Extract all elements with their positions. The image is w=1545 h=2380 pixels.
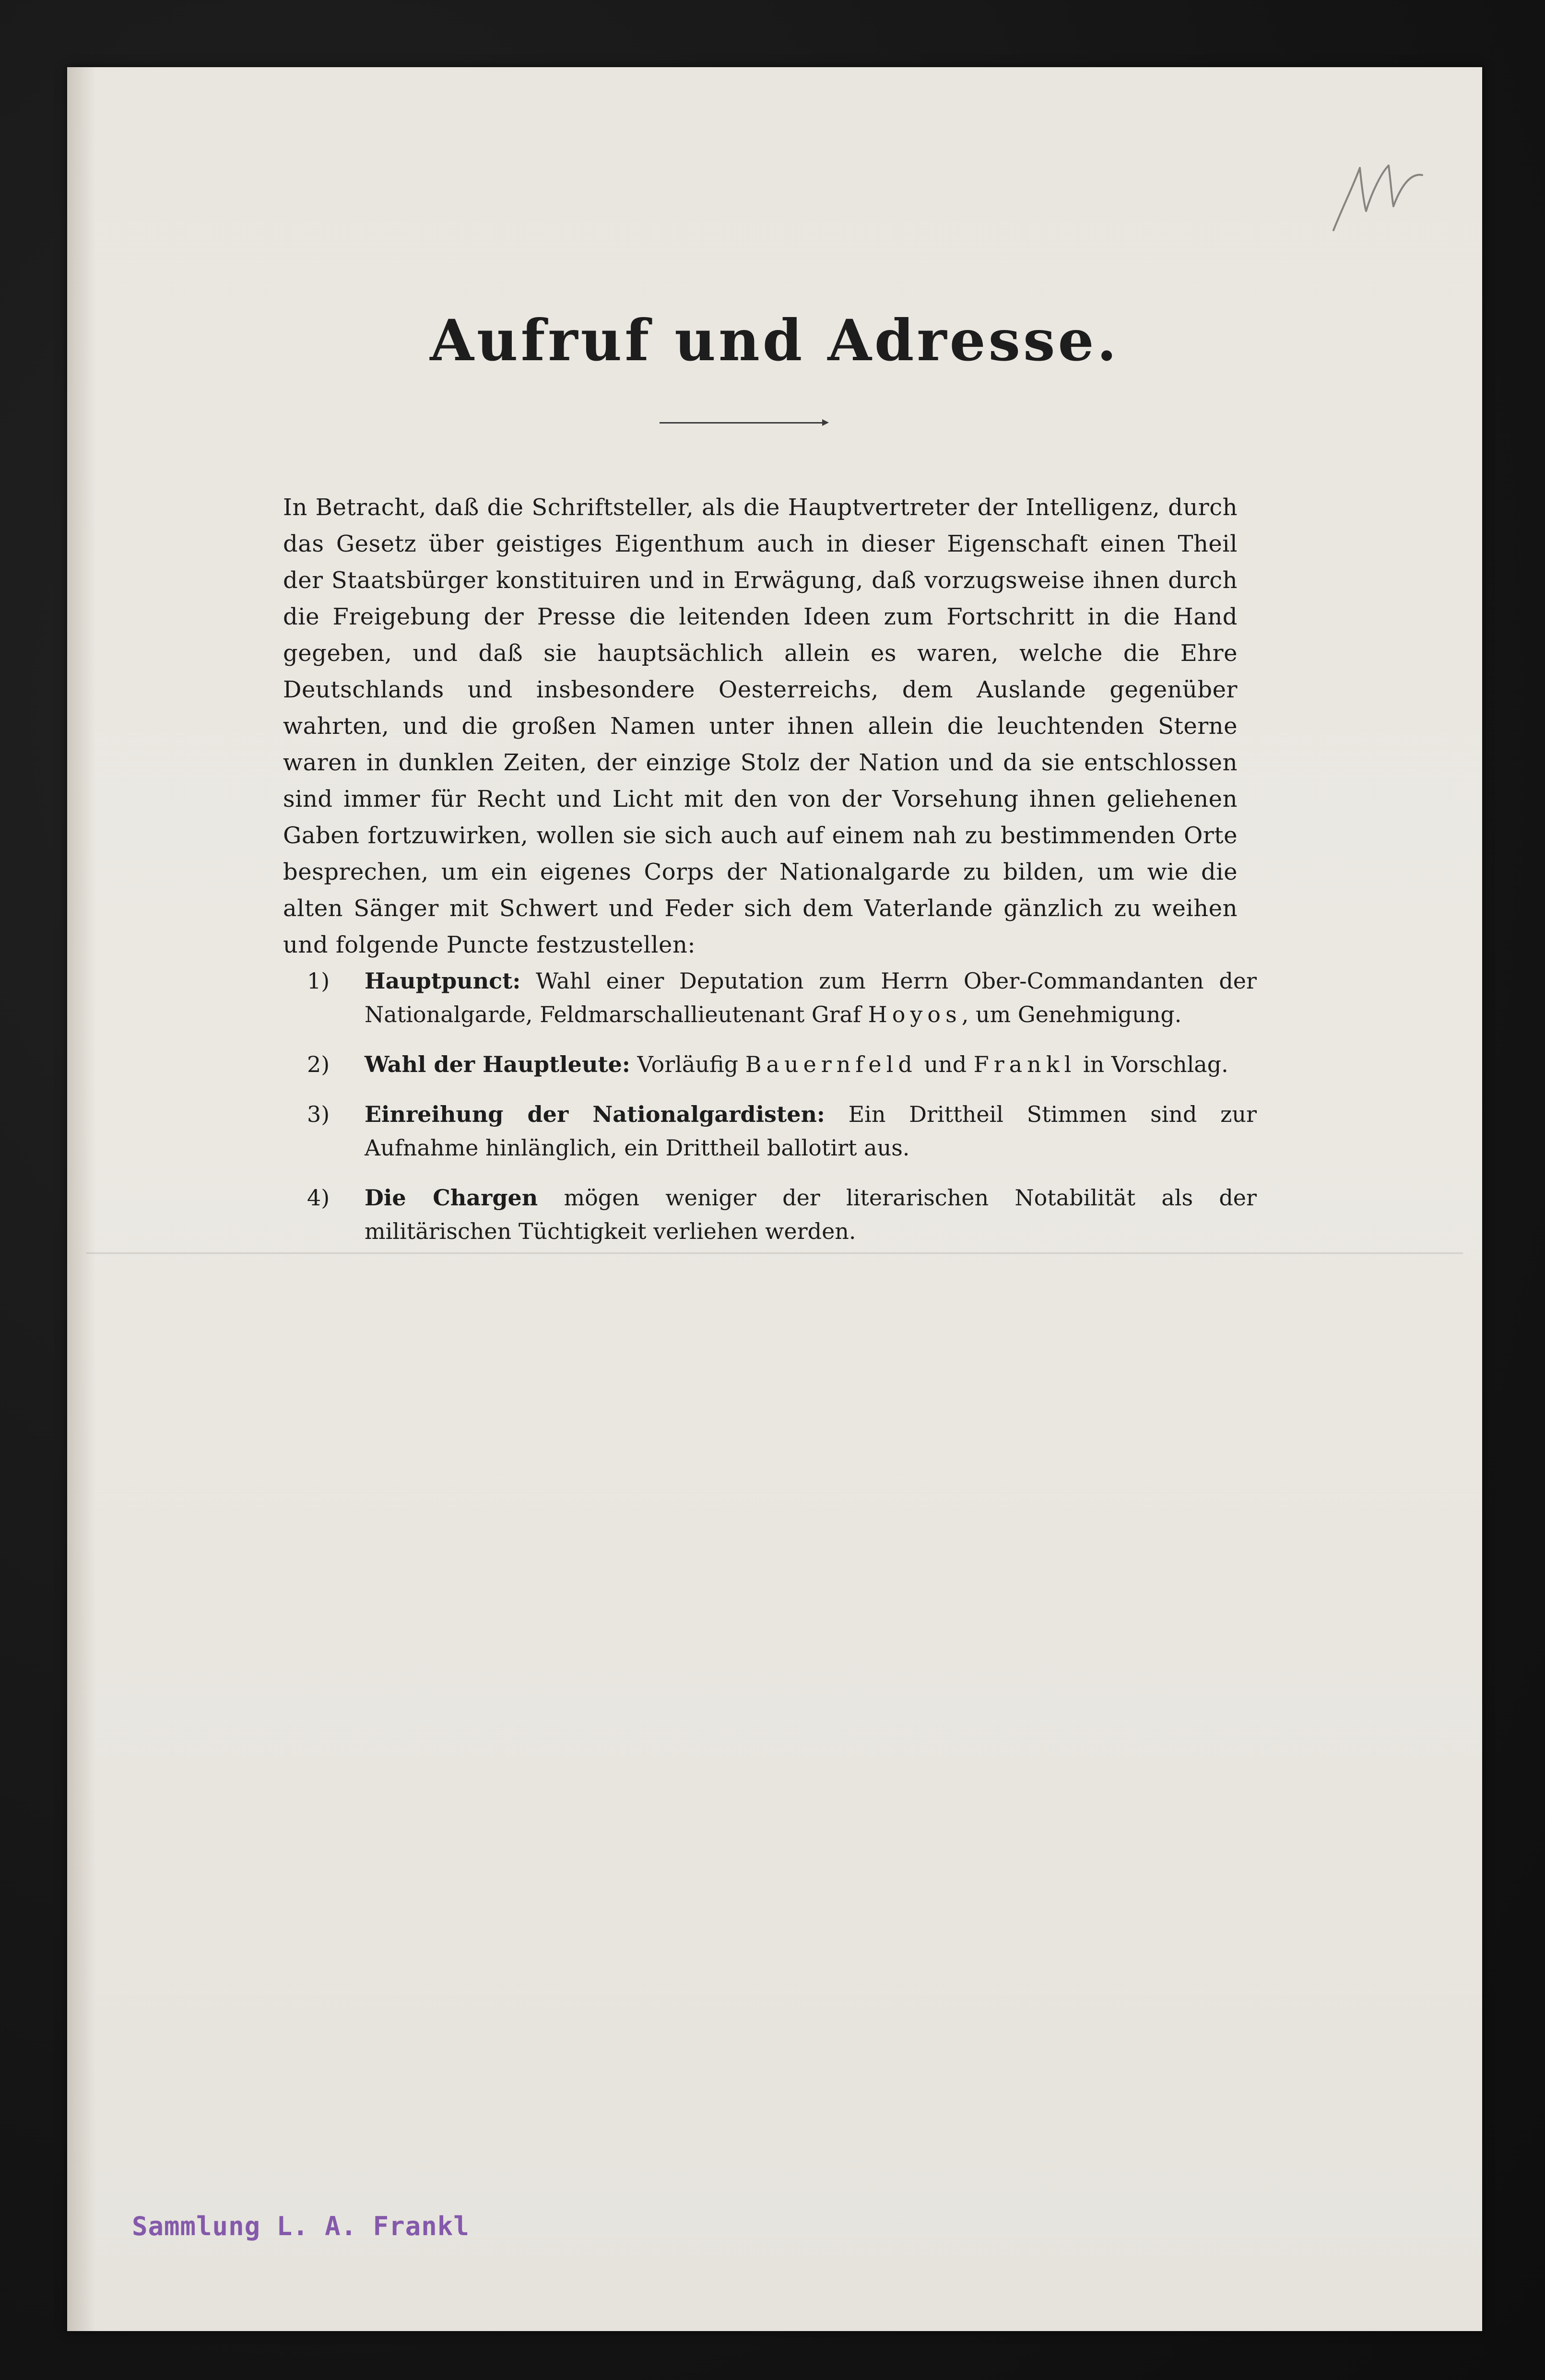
point-body — [365, 1097, 1257, 1165]
point-item-3 — [307, 1097, 1257, 1165]
document-sheet — [67, 67, 1482, 2331]
point-heading: Einreihung der Nationalgardisten: — [365, 1101, 825, 1127]
title-rule — [660, 422, 825, 424]
pencil-mark-handwriting — [1314, 139, 1458, 235]
point-body — [365, 964, 1257, 1031]
point-body — [365, 1181, 1257, 1248]
point-number: 1) — [307, 968, 330, 994]
point-name-spaced: Bauernfeld — [745, 1051, 917, 1077]
point-name-spaced: Frankl — [973, 1051, 1076, 1077]
point-name-spaced: Hoyos — [868, 1001, 962, 1027]
point-heading: Wahl der Hauptleute: — [365, 1051, 630, 1077]
point-text: Ein Drittheil Stimmen sind zur Aufnahme hinlänglich, ein Drittheil ballotirt aus. — [365, 1101, 1257, 1161]
title-rule-arrowhead — [822, 419, 829, 426]
pencil-mark-text: M — [1314, 139, 1315, 140]
point-item-2 — [307, 1048, 1257, 1081]
point-item-1 — [307, 964, 1257, 1031]
document-title: Aufruf und Adresse. — [430, 307, 1120, 374]
point-text: Wahl einer Deputation zum Herrn Ober-Commandanten der Nationalgarde, Feldmarschallieutenant Graf — [365, 968, 1257, 1027]
point-text: Vorläufig — [637, 1051, 739, 1077]
point-text-middle: und — [924, 1051, 967, 1077]
preamble-paragraph: In Betracht, daß die Schriftsteller, als die Hauptvertreter der Intelligenz, durch das Gesetz über geistiges Eigenthum auch in dieser Eigenschaft einen Theil der Staatsbürger konstituiren und in Erwägung, daß vorzugsweise ihnen durch die Freigebung der Presse die leitenden Ideen zum Fortschritt in die Hand gegeben, und daß sie hauptsächlich allein es waren, welche die Ehre Deutschlands und insbesondere Oesterreichs, dem Auslande gegenüber wahrten, und die großen Namen unter ihnen allein die leuchtenden Sterne waren in dunklen Zeiten, der einzige Stolz der Nation und da sie entschlossen sind immer für Recht und Licht mit den von der Vorsehung ihnen geliehenen Gaben fortzuwirken, wollen sie sich auch auf einem nah zu bestimmenden Orte besprechen, um ein eigenes Corps der Nationalgarde zu bilden, um wie die alten Sänger mit Schwert und Feder sich dem Vaterlande gänzlich zu weihen und folgende Puncte festzustellen: — [283, 494, 1238, 958]
collection-stamp: Sammlung L. A. Frankl — [132, 2211, 470, 2241]
preamble-text-block — [283, 489, 1238, 963]
point-number: 4) — [307, 1185, 330, 1211]
point-heading: Die Chargen — [365, 1185, 538, 1211]
point-item-4 — [307, 1181, 1257, 1248]
point-number: 2) — [307, 1051, 330, 1077]
point-heading: Hauptpunct: — [365, 968, 521, 994]
point-number: 3) — [307, 1101, 330, 1127]
point-text-after: in Vorschlag. — [1083, 1051, 1228, 1077]
sheet-edge-shadow — [67, 67, 96, 2331]
point-body — [365, 1048, 1257, 1081]
point-text-after: , um Genehmigung. — [961, 1001, 1182, 1027]
points-list — [307, 964, 1257, 1264]
point-text: mögen weniger der literarischen Notabilität als der militärischen Tüchtigkeit verliehen werden. — [365, 1185, 1257, 1244]
